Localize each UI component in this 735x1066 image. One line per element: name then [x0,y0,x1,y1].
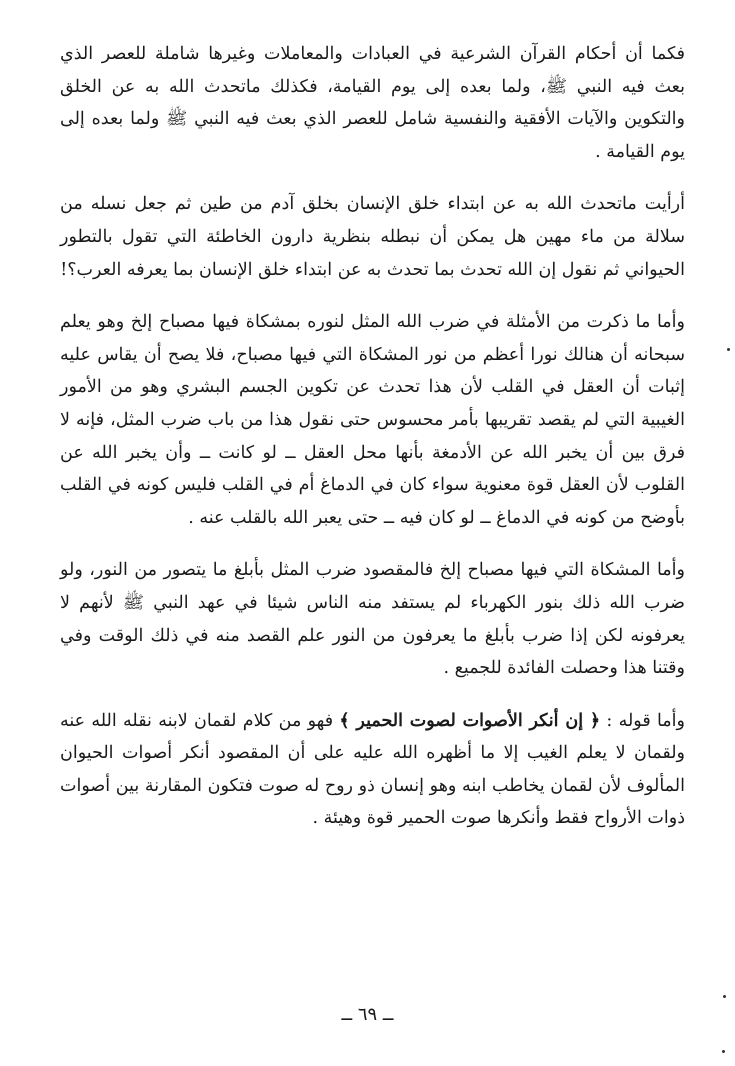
paragraph-3: وأما ما ذكرت من الأمثلة في ضرب الله المثل لنوره بمشكاة فيها مصباح إلخ وهو يعلم سبحانه أن هنالك نورا أعظم من نور المشكاة التي فيها مصباح، فلا يصح أن يقاس عليه إثبات أن العقل في القلب لأن هذا تحدث عن تكوين الجسم البشري وهو من الأمور الغيبية التي لم يقصد تقريبها بأمر محسوس حتى نقول هذا من باب ضرب المثل، فإنه لا فرق بين أن يخبر الله عن الأدمغة بأنها محل العقل ــ لو كانت ــ وأن يخبر الله عن القلوب لأن العقل قوة معنوية سواء كان في الدماغ أم في القلب فليس كونه في القلب بأوضح من كونه في الدماغ ــ لو كان فيه ــ حتى يعبر الله بالقلب عنه . [60,312,685,528]
paragraph-5-rest: فهو من كلام لقمان لابنه نقله الله عنه ولقمان لا يعلم الغيب إلا ما أظهره الله عليه على أن المقصود أنكر أصوات الحيوان المألوف لأن لقمان يخاطب ابنه وهو إنسان ذو روح له صوت فتكون المقارنة بين أصوات ذوات الأرواح فقط وأنكرها صوت الحمير قوة وهيئة . [60,710,685,829]
page-number: ــ ٦٩ ــ [341,1004,394,1025]
paragraph-2: أرأيت ماتحدث الله به عن ابتداء خلق الإنسان بخلق آدم من طين ثم جعل نسله من سلالة من ماء مهين هل يمكن أن نبطله بنظرية دارون الخاطئة التي تقول بالتطور الحيواني ثم نقول إن الله تحدث بما تحدث به عن ابتداء خلق الإنسان بما يعرفه العرب؟! [60,194,685,280]
paragraph-5-intro: وأما قوله : [600,710,685,731]
scan-speck [723,995,726,998]
paragraph-5 [60,705,685,835]
body-text [60,38,685,855]
paragraph-1: فكما أن أحكام القرآن الشرعية في العبادات والمعاملات وغيرها شاملة للعصر الذي بعث فيه النبي ﷺ، ولما بعده إلى يوم القيامة، فكذلك ماتحدث الله به عن الخلق والتكوين والآيات الأفقية والنفسية شامل للعصر الذي بعث فيه النبي ﷺ ولما بعده إلى يوم القيامة . [60,44,685,162]
scan-speck [722,1050,725,1053]
paragraph-4: وأما المشكاة التي فيها مصباح إلخ فالمقصود ضرب المثل بأبلغ ما يتصور من النور، ولو ضرب الله ذلك بنور الكهرباء لم يستفد منه الناس شيئا في عهد النبي ﷺ لأنهم لا يعرفونه لكن إذا ضرب بأبلغ ما يعرفون من النور علم القصد منه في ذلك الوقت وفي وقتنا هذا وحصلت الفائدة للجميع . [60,560,685,679]
quran-quote: ﴿ إن أنكر الأصوات لصوت الحمير ﴾ [339,710,601,731]
scan-speck [727,348,730,351]
